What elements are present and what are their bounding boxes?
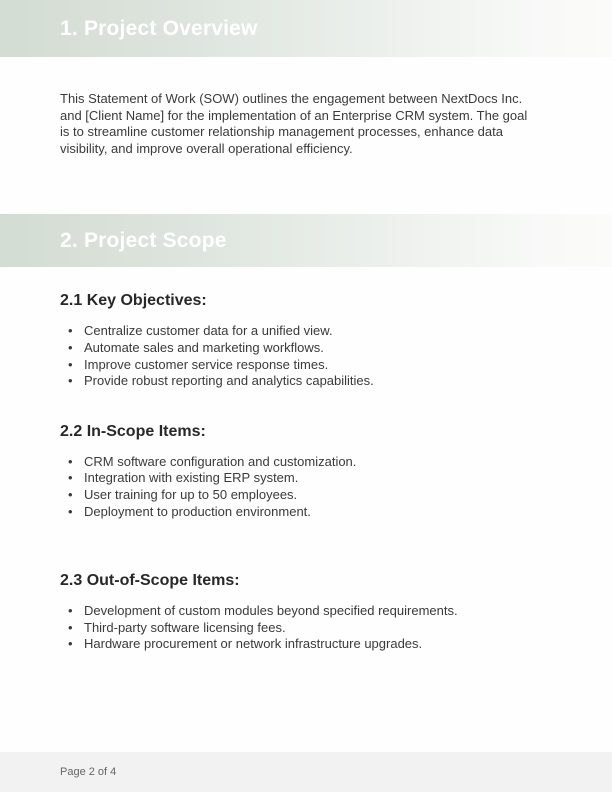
bullet-item: • CRM software configuration and customization. xyxy=(60,454,612,471)
bullet-list-out-of-scope-items xyxy=(60,603,612,653)
section-heading-project-overview: 1. Project Overview xyxy=(60,16,258,40)
bullet-list-in-scope-items xyxy=(60,454,612,520)
section-header-band-project-scope xyxy=(0,214,612,267)
bullet-item: • Integration with existing ERP system. xyxy=(60,470,612,487)
bullet-item: • Improve customer service response times. xyxy=(60,357,612,374)
bullet-item: • Development of custom modules beyond specified requirements. xyxy=(60,603,612,620)
section-header-band-project-overview xyxy=(0,0,612,57)
intro-paragraph: This Statement of Work (SOW) outlines the engagement between NextDocs Inc. and [Client Name] for the implementation of an Enterprise CRM system. The goal is to streamline customer relationship management processes, enhance data visibility, and improve overall operational efficiency. xyxy=(60,91,528,156)
bullet-item: • Third-party software licensing fees. xyxy=(60,620,612,637)
subsection-heading-out-of-scope-items: 2.3 Out-of-Scope Items: xyxy=(60,572,240,590)
bullet-item: • Centralize customer data for a unified view. xyxy=(60,323,612,340)
page-footer xyxy=(0,752,612,792)
subsection-heading-key-objectives: 2.1 Key Objectives: xyxy=(60,292,207,310)
subsection-heading-in-scope-items: 2.2 In-Scope Items: xyxy=(60,422,206,440)
section-heading-project-scope: 2. Project Scope xyxy=(60,228,227,252)
bullet-item: • Automate sales and marketing workflows. xyxy=(60,340,612,357)
bullet-item: • Hardware procurement or network infrastructure upgrades. xyxy=(60,636,612,653)
bullet-list-key-objectives xyxy=(60,323,612,389)
bullet-item: • Provide robust reporting and analytics capabilities. xyxy=(60,373,612,390)
page-number-label: Page 2 of 4 xyxy=(60,766,117,778)
bullet-item: • User training for up to 50 employees. xyxy=(60,487,612,504)
bullet-item: • Deployment to production environment. xyxy=(60,504,612,521)
